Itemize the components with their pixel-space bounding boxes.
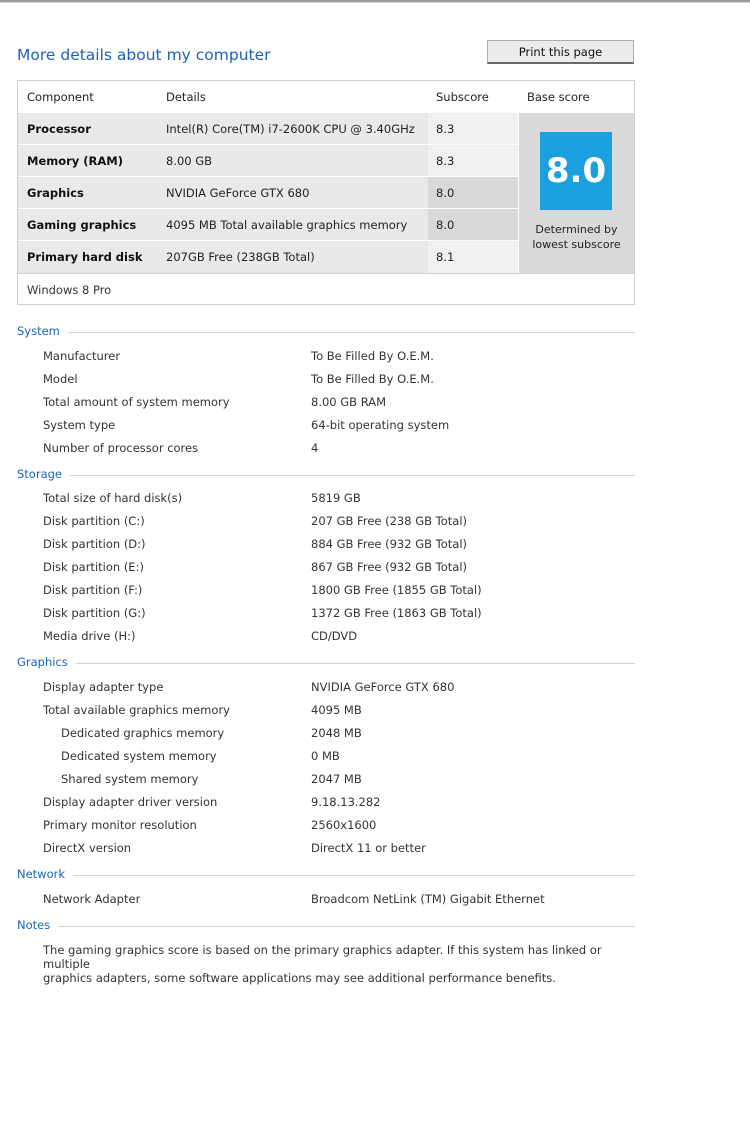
graphics-directx-value: DirectX 11 or better	[311, 841, 426, 855]
graphics-total-memory-value: 4095 MB	[311, 703, 362, 717]
graphics-directx-label: DirectX version	[43, 841, 132, 855]
storage-partition-c-value: 207 GB Free (238 GB Total)	[311, 514, 468, 528]
row-details-memory: 8.00 GB	[166, 154, 213, 168]
system-memory-value: 8.00 GB RAM	[311, 395, 387, 409]
section-network	[17, 867, 635, 883]
system-manufacturer-value: To Be Filled By O.E.M.	[311, 349, 434, 363]
storage-media-drive-label: Media drive (H:)	[43, 629, 136, 643]
graphics-driver-value: 9.18.13.282	[311, 795, 381, 809]
storage-partition-f-label: Disk partition (F:)	[43, 583, 143, 597]
page-title: More details about my computer	[17, 46, 271, 64]
section-divider	[17, 875, 635, 876]
network-adapter-label: Network Adapter	[43, 892, 141, 906]
section-title-network: Network	[17, 867, 73, 881]
system-cores-label: Number of processor cores	[43, 441, 199, 455]
base-score-note	[519, 222, 634, 252]
row-label-memory: Memory (RAM)	[27, 154, 124, 168]
section-title-graphics: Graphics	[17, 655, 76, 669]
system-model-label: Model	[43, 372, 78, 386]
system-memory-label: Total amount of system memory	[43, 395, 230, 409]
row-label-graphics: Graphics	[27, 186, 84, 200]
storage-partition-g-label: Disk partition (G:)	[43, 606, 146, 620]
row-subscore-graphics: 8.0	[436, 186, 455, 200]
print-button[interactable]: Print this page	[487, 40, 634, 64]
storage-total-label: Total size of hard disk(s)	[43, 491, 183, 505]
section-system	[17, 324, 635, 340]
storage-partition-e-value: 867 GB Free (932 GB Total)	[311, 560, 468, 574]
row-details-hard-disk: 207GB Free (238GB Total)	[166, 250, 315, 264]
section-title-system: System	[17, 324, 68, 338]
row-label-processor: Processor	[27, 122, 91, 136]
section-divider	[17, 663, 635, 664]
system-model-value: To Be Filled By O.E.M.	[311, 372, 434, 386]
graphics-dedicated-memory-value: 2048 MB	[311, 726, 362, 740]
storage-partition-g-value: 1372 GB Free (1863 GB Total)	[311, 606, 482, 620]
storage-partition-e-label: Disk partition (E:)	[43, 560, 144, 574]
row-subscore-processor: 8.3	[436, 122, 455, 136]
storage-total-value: 5819 GB	[311, 491, 361, 505]
notes-text-line1: The gaming graphics score is based on the primary graphics adapter. If this system has linked or multiple	[43, 943, 602, 971]
system-type-value: 64-bit operating system	[311, 418, 450, 432]
graphics-resolution-label: Primary monitor resolution	[43, 818, 197, 832]
row-details-gaming-graphics: 4095 MB Total available graphics memory	[166, 218, 408, 232]
storage-media-drive-value: CD/DVD	[311, 629, 358, 643]
section-notes	[17, 918, 635, 934]
os-divider	[18, 273, 634, 274]
row-details-processor: Intel(R) Core(TM) i7-2600K CPU @ 3.40GHz	[166, 122, 415, 136]
graphics-adapter-value: NVIDIA GeForce GTX 680	[311, 680, 455, 694]
header-component: Component	[27, 90, 94, 104]
graphics-shared-memory-label: Shared system memory	[61, 772, 199, 786]
os-edition: Windows 8 Pro	[27, 283, 112, 297]
header-details: Details	[166, 90, 206, 104]
notes-text-line2: graphics adapters, some software applications may see additional performance benefits.	[43, 971, 556, 985]
window-top-border-shadow	[0, 2, 750, 3]
graphics-dedicated-system-memory-value: 0 MB	[311, 749, 340, 763]
graphics-resolution-value: 2560x1600	[311, 818, 377, 832]
row-label-gaming-graphics: Gaming graphics	[27, 218, 137, 232]
row-details-graphics: NVIDIA GeForce GTX 680	[166, 186, 310, 200]
row-subscore-hard-disk: 8.1	[436, 250, 455, 264]
section-divider	[17, 332, 635, 333]
graphics-shared-memory-value: 2047 MB	[311, 772, 362, 786]
row-subscore-memory: 8.3	[436, 154, 455, 168]
base-score-panel	[519, 113, 634, 273]
storage-partition-f-value: 1800 GB Free (1855 GB Total)	[311, 583, 482, 597]
graphics-dedicated-memory-label: Dedicated graphics memory	[61, 726, 225, 740]
storage-partition-d-label: Disk partition (D:)	[43, 537, 146, 551]
header-subscore: Subscore	[436, 90, 489, 104]
system-manufacturer-label: Manufacturer	[43, 349, 121, 363]
score-summary-table	[17, 80, 635, 305]
system-type-label: System type	[43, 418, 116, 432]
graphics-driver-label: Display adapter driver version	[43, 795, 218, 809]
graphics-adapter-label: Display adapter type	[43, 680, 164, 694]
section-storage	[17, 467, 635, 483]
row-label-hard-disk: Primary hard disk	[27, 250, 143, 264]
notes-text	[43, 943, 623, 985]
storage-partition-d-value: 884 GB Free (932 GB Total)	[311, 537, 468, 551]
section-divider	[17, 475, 635, 476]
section-title-storage: Storage	[17, 467, 70, 481]
row-subscore-gaming-graphics: 8.0	[436, 218, 455, 232]
graphics-total-memory-label: Total available graphics memory	[43, 703, 230, 717]
section-title-notes: Notes	[17, 918, 58, 932]
header-base-score: Base score	[527, 90, 590, 104]
base-score-note-line1: Determined by	[535, 223, 618, 236]
graphics-dedicated-system-memory-label: Dedicated system memory	[61, 749, 217, 763]
section-divider	[17, 926, 635, 927]
base-score-note-line2: lowest subscore	[532, 238, 621, 251]
section-graphics	[17, 655, 635, 671]
system-cores-value: 4	[311, 441, 319, 455]
network-adapter-value: Broadcom NetLink (TM) Gigabit Ethernet	[311, 892, 545, 906]
storage-partition-c-label: Disk partition (C:)	[43, 514, 145, 528]
base-score-tile: 8.0	[540, 132, 612, 210]
